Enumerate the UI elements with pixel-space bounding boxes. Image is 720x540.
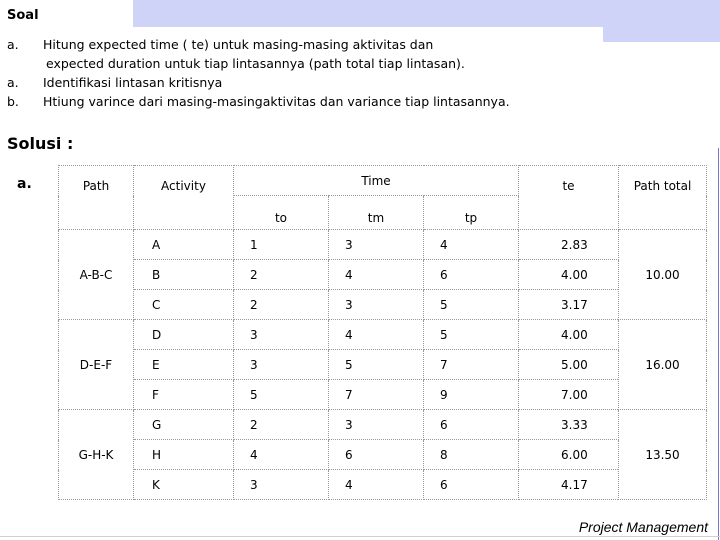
table-row xyxy=(59,320,707,350)
tp-cell: 6 xyxy=(424,260,519,290)
activity-cell: B xyxy=(134,260,234,290)
header-tm: tm xyxy=(329,196,424,230)
table-row xyxy=(59,350,707,380)
tm-cell: 4 xyxy=(329,260,424,290)
tm-cell: 6 xyxy=(329,440,424,470)
question-text: Hitung expected time ( te) untuk masing-masing aktivitas dan xyxy=(43,37,434,52)
te-cell: 5.00 xyxy=(519,350,619,380)
question-text: Identifikasi lintasan kritisnya xyxy=(43,75,223,90)
table-row xyxy=(59,440,707,470)
solusi-mark: a. xyxy=(17,176,32,192)
table-row xyxy=(59,230,707,260)
header-to: to xyxy=(234,196,329,230)
table-row xyxy=(59,380,707,410)
solusi-title: Solusi : xyxy=(7,134,74,153)
path-total-cell: 16.00 xyxy=(619,320,707,410)
path-total-cell: 13.50 xyxy=(619,410,707,500)
header-activity: Activity xyxy=(134,166,234,230)
footer-title: Project Management xyxy=(578,519,708,535)
tp-cell: 7 xyxy=(424,350,519,380)
tm-cell: 4 xyxy=(329,320,424,350)
tm-cell: 4 xyxy=(329,470,424,500)
tp-cell: 4 xyxy=(424,230,519,260)
activity-cell: K xyxy=(134,470,234,500)
tp-cell: 5 xyxy=(424,320,519,350)
activity-cell: E xyxy=(134,350,234,380)
activity-cell: F xyxy=(134,380,234,410)
to-cell: 3 xyxy=(234,350,329,380)
question-text: expected duration untuk tiap lintasannya (path total tiap lintasan). xyxy=(46,56,465,71)
te-cell: 6.00 xyxy=(519,440,619,470)
to-cell: 3 xyxy=(234,320,329,350)
activity-cell: G xyxy=(134,410,234,440)
table-row xyxy=(59,260,707,290)
soal-title: Soal xyxy=(7,8,39,23)
activity-cell: C xyxy=(134,290,234,320)
to-cell: 4 xyxy=(234,440,329,470)
te-cell: 4.17 xyxy=(519,470,619,500)
table-row xyxy=(59,410,707,440)
tp-cell: 6 xyxy=(424,470,519,500)
te-cell: 3.33 xyxy=(519,410,619,440)
te-cell: 3.17 xyxy=(519,290,619,320)
te-cell: 4.00 xyxy=(519,260,619,290)
header-te: te xyxy=(519,166,619,230)
te-cell: 2.83 xyxy=(519,230,619,260)
activity-cell: D xyxy=(134,320,234,350)
footer-divider xyxy=(0,536,720,537)
header-time: Time xyxy=(234,166,519,196)
to-cell: 1 xyxy=(234,230,329,260)
to-cell: 2 xyxy=(234,260,329,290)
right-edge-rule xyxy=(718,148,719,540)
path-total-cell: 10.00 xyxy=(619,230,707,320)
pert-table xyxy=(58,165,707,500)
path-cell: A-B-C xyxy=(59,230,134,320)
te-cell: 4.00 xyxy=(519,320,619,350)
tm-cell: 7 xyxy=(329,380,424,410)
question-mark: b. xyxy=(7,94,19,109)
header-path-total: Path total xyxy=(619,166,707,230)
tm-cell: 3 xyxy=(329,290,424,320)
path-cell: G-H-K xyxy=(59,410,134,500)
to-cell: 2 xyxy=(234,410,329,440)
to-cell: 5 xyxy=(234,380,329,410)
te-cell: 7.00 xyxy=(519,380,619,410)
question-mark: a. xyxy=(7,75,19,90)
tp-cell: 5 xyxy=(424,290,519,320)
to-cell: 3 xyxy=(234,470,329,500)
tm-cell: 3 xyxy=(329,230,424,260)
table-row xyxy=(59,290,707,320)
tp-cell: 6 xyxy=(424,410,519,440)
path-cell: D-E-F xyxy=(59,320,134,410)
header-tp: tp xyxy=(424,196,519,230)
tm-cell: 3 xyxy=(329,410,424,440)
table-row xyxy=(59,470,707,500)
to-cell: 2 xyxy=(234,290,329,320)
tp-cell: 9 xyxy=(424,380,519,410)
header-path: Path xyxy=(59,166,134,230)
tm-cell: 5 xyxy=(329,350,424,380)
question-text: Htiung varince dari masing-masingaktivitas dan variance tiap lintasannya. xyxy=(43,94,510,109)
question-mark: a. xyxy=(7,37,19,52)
activity-cell: A xyxy=(134,230,234,260)
activity-cell: H xyxy=(134,440,234,470)
tp-cell: 8 xyxy=(424,440,519,470)
